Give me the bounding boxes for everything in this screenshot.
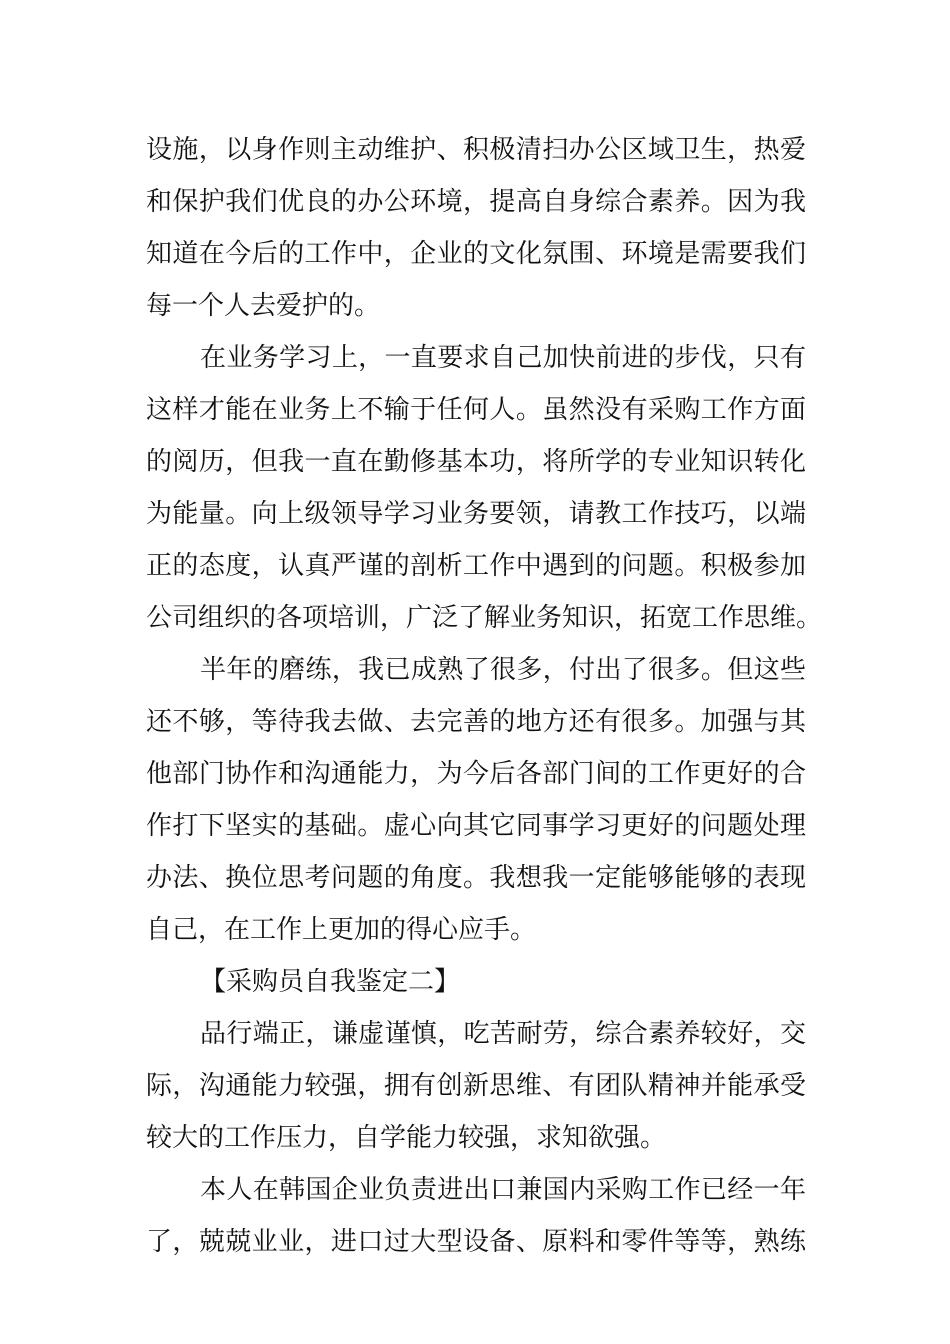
paragraph-line: 和保护我们优良的办公环境，提高自身综合素养。因为我 xyxy=(146,187,806,217)
paragraph-line: 了，兢兢业业，进口过大型设备、原料和零件等等，熟练 xyxy=(146,1227,806,1257)
document-body xyxy=(146,124,823,1268)
paragraph-line: 自己，在工作上更加的得心应手。 xyxy=(146,915,537,945)
paragraph-line: 为能量。向上级领导学习业务要领，请教工作技巧，以端 xyxy=(146,499,806,529)
paragraph-line: 本人在韩国企业负责进出口兼国内采购工作已经一年 xyxy=(200,1175,806,1205)
section-heading: 【采购员自我鉴定二】 xyxy=(200,967,461,997)
paragraph-line: 还不够，等待我去做、去完善的地方还有很多。加强与其 xyxy=(146,707,806,737)
paragraph-line: 这样才能在业务上不输于任何人。虽然没有采购工作方面 xyxy=(146,395,806,425)
paragraph-line: 正的态度，认真严谨的剖析工作中遇到的问题。积极参加 xyxy=(146,551,806,581)
paragraph-line: 半年的磨练，我已成熟了很多，付出了很多。但这些 xyxy=(200,655,806,685)
paragraph-line: 际，沟通能力较强，拥有创新思维、有团队精神并能承受 xyxy=(146,1071,806,1101)
paragraph-line: 品行端正，谦虚谨慎，吃苦耐劳，综合素养较好，交 xyxy=(200,1019,806,1049)
paragraph-line: 的阅历，但我一直在勤修基本功，将所学的专业知识转化 xyxy=(146,447,806,477)
paragraph-line: 他部门协作和沟通能力，为今后各部门间的工作更好的合 xyxy=(146,759,806,789)
paragraph-line: 每一个人去爱护的。 xyxy=(146,291,381,321)
paragraph-line: 办法、换位思考问题的角度。我想我一定能够能够的表现 xyxy=(146,863,806,893)
paragraph-line: 设施，以身作则主动维护、积极清扫办公区域卫生，热爱 xyxy=(146,135,806,165)
paragraph-line: 公司组织的各项培训，广泛了解业务知识，拓宽工作思维。 xyxy=(146,603,823,633)
paragraph-line: 作打下坚实的基础。虚心向其它同事学习更好的问题处理 xyxy=(146,811,806,841)
paragraph-line: 知道在今后的工作中，企业的文化氛围、环境是需要我们 xyxy=(146,239,806,269)
paragraph-line: 在业务学习上，一直要求自己加快前进的步伐，只有 xyxy=(200,343,806,373)
paragraph-line: 较大的工作压力，自学能力较强，求知欲强。 xyxy=(146,1123,667,1153)
